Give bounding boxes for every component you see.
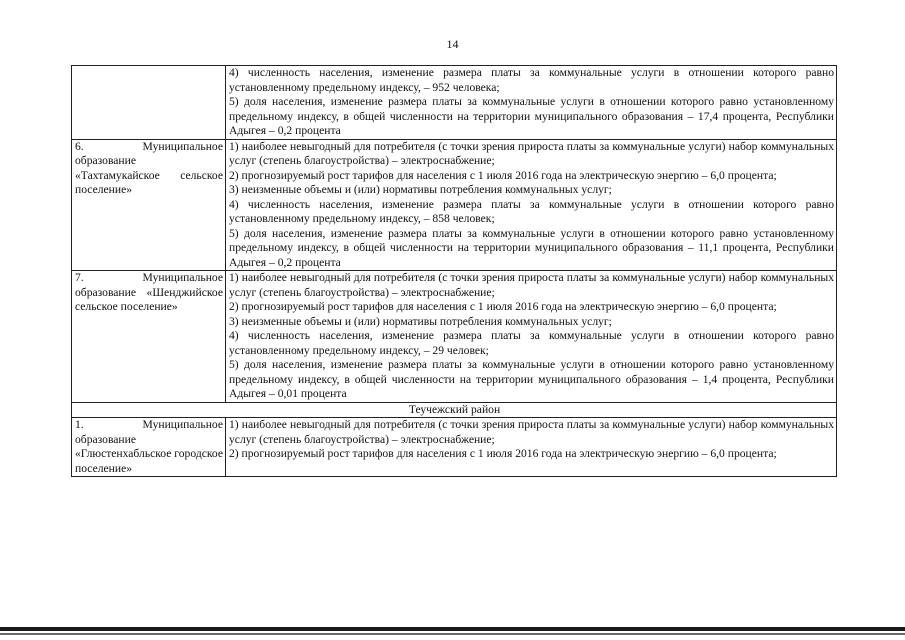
condition-item: 4) численность населения, изменение размера платы за коммунальные услуги в отношении которого равно установленному предельному индексу, – 29 человек; — [229, 329, 834, 357]
scan-edge-bar — [0, 627, 905, 631]
condition-item: 2) прогнозируемый рост тарифов для населения с 1 июля 2016 года на электрическую энергию – 6,0 процента; — [229, 447, 777, 460]
conditions-cell — [226, 418, 837, 477]
table-row — [72, 271, 837, 403]
municipality-name — [72, 66, 226, 140]
municipality-name: 6. Муниципальное образование «Тахтамукайское сельское поселение» — [72, 139, 226, 271]
section-row — [72, 402, 837, 418]
conditions-cell — [226, 271, 837, 403]
condition-item: 2) прогнозируемый рост тарифов для населения с 1 июля 2016 года на электрическую энергию – 6,0 процента; — [229, 300, 777, 313]
district-header: Теучежский район — [72, 402, 837, 418]
table-row — [72, 418, 837, 477]
condition-item: 5) доля населения, изменение размера платы за коммунальные услуги в отношении которого равно установленному предельному индексу, в общей численности на территории муниципального образования – 17,4 процента, Республики Адыгея – 0,2 процента — [229, 95, 834, 137]
table-row — [72, 66, 837, 140]
municipality-name: 1. Муниципальное образование «Глюстенхабльское городское поселение» — [72, 418, 226, 477]
condition-item: 3) неизменные объемы и (или) нормативы потребления коммунальных услуг; — [229, 183, 612, 196]
condition-item: 1) наиболее невыгодный для потребителя (с точки зрения прироста платы за коммунальные услуги) набор коммунальных услуг (степень благоустройства) – электроснабжение; — [229, 418, 834, 446]
condition-item: 5) доля населения, изменение размера платы за коммунальные услуги в отношении которого равно установленному предельному индексу, в общей численности на территории муниципального образования – 11,1 процента, Республики Адыгея – 0,2 процента — [229, 226, 834, 269]
condition-item: 4) численность населения, изменение размера платы за коммунальные услуги в отношении которого равно установленному предельному индексу, – 858 человек; — [229, 197, 834, 225]
municipality-name: 7. Муниципальное образование «Шенджийское сельское поселение» — [72, 271, 226, 403]
condition-item: 3) неизменные объемы и (или) нормативы потребления коммунальных услуг; — [229, 314, 612, 328]
condition-item: 5) доля населения, изменение размера платы за коммунальные услуги в отношении которого равно установленному предельному индексу, в общей численности на территории муниципального образования – 1,4 процента, Республики Адыгея – 0,01 процента — [229, 358, 834, 400]
condition-item: 4) численность населения, изменение размера платы за коммунальные услуги в отношении которого равно установленному предельному индексу, – 952 человека; — [229, 66, 834, 94]
scan-edge-line — [0, 633, 905, 635]
condition-item: 1) наиболее невыгодный для потребителя (с точки зрения прироста платы за коммунальные услуги) набор коммунальных услуг (степень благоустройства) – электроснабжение; — [229, 271, 834, 299]
table-row — [72, 139, 837, 271]
conditions-cell — [226, 139, 837, 271]
indices-table — [71, 65, 837, 477]
condition-item: 2) прогнозируемый рост тарифов для населения с 1 июля 2016 года на электрическую энергию – 6,0 процента; — [229, 168, 777, 182]
page-number: 14 — [446, 37, 459, 51]
condition-item: 1) наиболее невыгодный для потребителя (с точки зрения прироста платы за коммунальные услуги) набор коммунальных услуг (степень благоустройства) – электроснабжение; — [229, 139, 834, 167]
conditions-cell — [226, 66, 837, 140]
